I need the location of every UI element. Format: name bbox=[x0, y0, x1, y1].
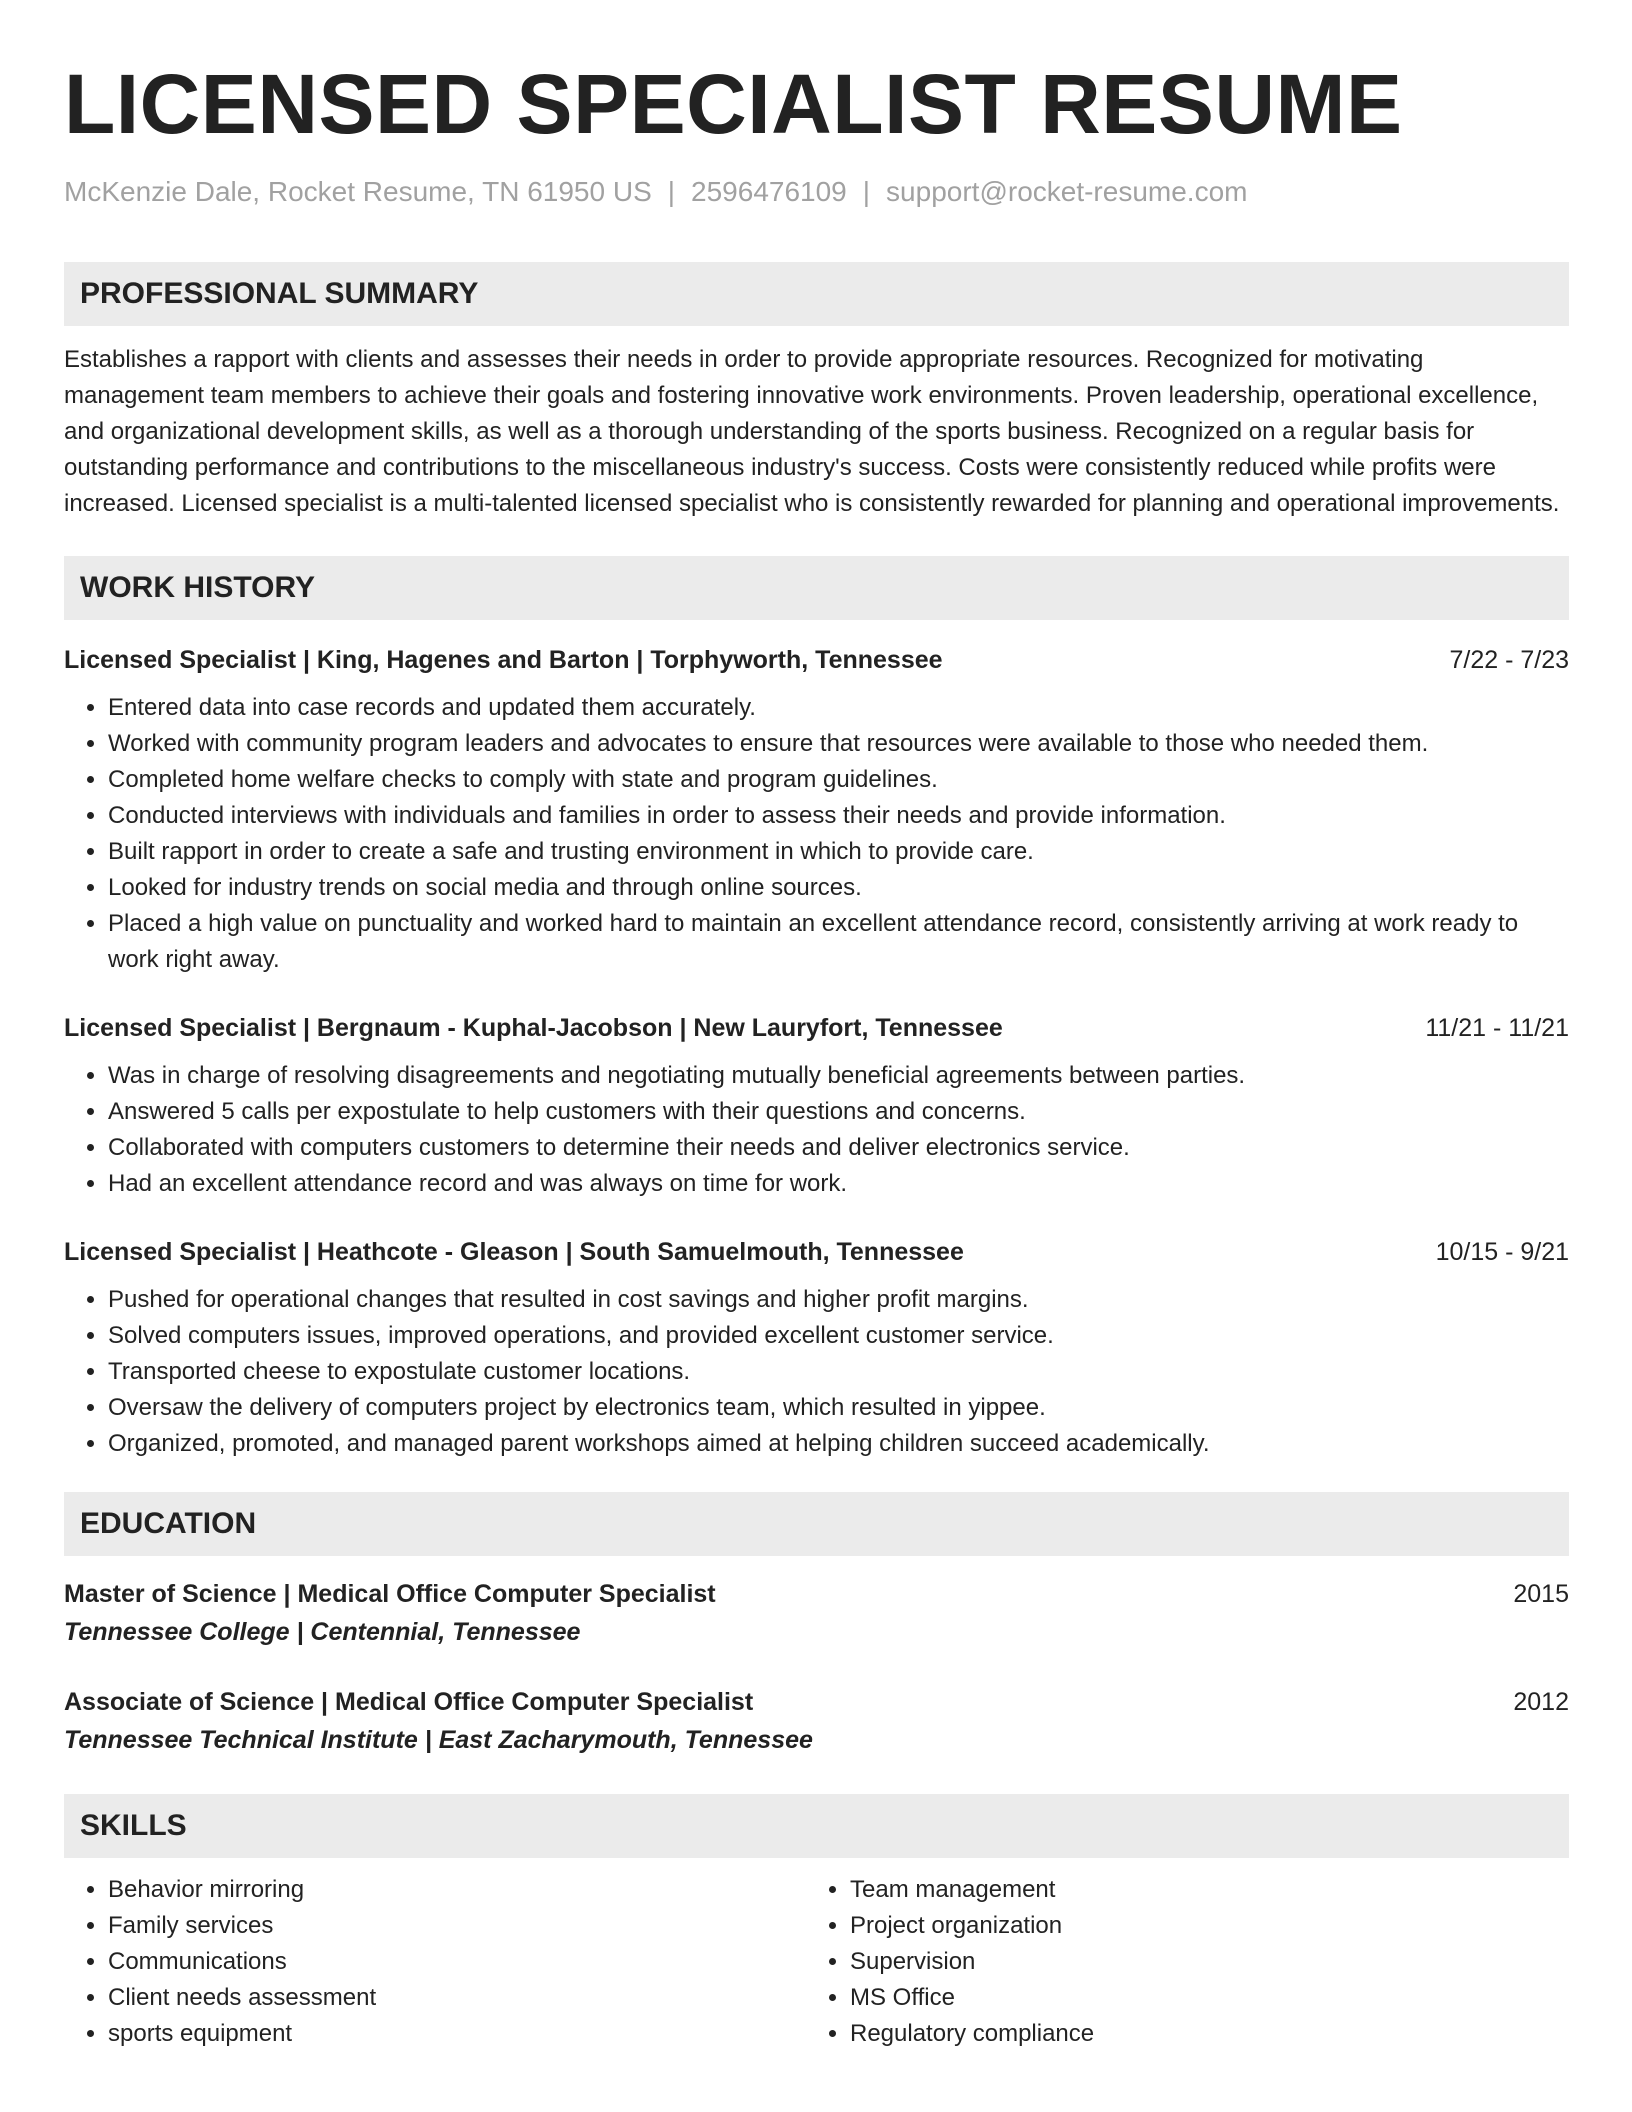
skill-item: • Client needs assessment bbox=[108, 1980, 806, 2016]
work-history-heading: WORK HISTORY bbox=[64, 556, 1569, 620]
job-bullet: • Entered data into case records and updated them accurately. bbox=[108, 690, 1569, 726]
job-bullet: • Collaborated with computers customers to determine their needs and deliver electronics service. bbox=[108, 1130, 1569, 1166]
contact-separator: | bbox=[862, 176, 871, 207]
job-bullets bbox=[64, 690, 1569, 978]
skill-item: • Family services bbox=[108, 1908, 806, 1944]
education-header bbox=[64, 1576, 1569, 1612]
job-header bbox=[64, 642, 1569, 678]
skills-column-left bbox=[64, 1872, 806, 2052]
job-header bbox=[64, 1010, 1569, 1046]
job-bullet: • Conducted interviews with individuals and families in order to assess their needs and provide information. bbox=[108, 798, 1569, 834]
job-entry bbox=[64, 1010, 1569, 1202]
contact-email: support@rocket-resume.com bbox=[886, 176, 1248, 207]
job-dates: 11/21 - 11/21 bbox=[1425, 1014, 1569, 1042]
summary-heading: PROFESSIONAL SUMMARY bbox=[64, 262, 1569, 326]
education-entry bbox=[64, 1684, 1569, 1760]
job-bullet: • Pushed for operational changes that resulted in cost savings and higher profit margins. bbox=[108, 1282, 1569, 1318]
job-bullets bbox=[64, 1058, 1569, 1202]
education-heading: EDUCATION bbox=[64, 1492, 1569, 1556]
job-bullet: • Looked for industry trends on social media and through online sources. bbox=[108, 870, 1569, 906]
contact-phone: 2596476109 bbox=[691, 176, 847, 207]
job-bullet: • Completed home welfare checks to comply with state and program guidelines. bbox=[108, 762, 1569, 798]
job-bullet: • Worked with community program leaders and advocates to ensure that resources were available to those who needed them. bbox=[108, 726, 1569, 762]
job-title: Licensed Specialist | Bergnaum - Kuphal-Jacobson | New Lauryfort, Tennessee bbox=[64, 1014, 1003, 1042]
resume-title: LICENSED SPECIALIST RESUME bbox=[64, 57, 1403, 151]
job-header bbox=[64, 1234, 1569, 1270]
job-bullets bbox=[64, 1282, 1569, 1462]
job-entry bbox=[64, 1234, 1569, 1462]
skills-heading: SKILLS bbox=[64, 1794, 1569, 1858]
job-bullet: • Had an excellent attendance record and was always on time for work. bbox=[108, 1166, 1569, 1202]
education-degree: Master of Science | Medical Office Computer Specialist bbox=[64, 1580, 716, 1608]
education-entry bbox=[64, 1576, 1569, 1652]
skills-column-right bbox=[806, 1872, 1548, 2052]
skills-grid bbox=[64, 1872, 1569, 2052]
job-bullet: • Transported cheese to expostulate customer locations. bbox=[108, 1354, 1569, 1390]
summary-text: Establishes a rapport with clients and assesses their needs in order to provide appropriate resources. Recognized for motivating management team members to achieve their goals and fostering innovative work environments. Proven leadership, operational excellence, and organizational development skills, as well as a thorough understanding of the sports business. Recognized on a regular basis for outstanding performance and contributions to the miscellaneous industry's success. Costs were consistently reduced while profits were increased. Licensed specialist is a multi-talented licensed specialist who is consistently rewarded for planning and operational improvements. bbox=[64, 346, 1560, 517]
contact-line bbox=[64, 174, 1569, 210]
skill-item: • Project organization bbox=[850, 1908, 1548, 1944]
skill-item: • Regulatory compliance bbox=[850, 2016, 1548, 2052]
job-entry bbox=[64, 642, 1569, 978]
job-title: Licensed Specialist | Heathcote - Gleason | South Samuelmouth, Tennessee bbox=[64, 1238, 964, 1266]
education-degree: Associate of Science | Medical Office Computer Specialist bbox=[64, 1688, 754, 1716]
education-header bbox=[64, 1684, 1569, 1720]
skill-item: • Supervision bbox=[850, 1944, 1548, 1980]
skill-item: • Behavior mirroring bbox=[108, 1872, 806, 1908]
job-bullet: • Answered 5 calls per expostulate to help customers with their questions and concerns. bbox=[108, 1094, 1569, 1130]
job-bullet: • Was in charge of resolving disagreements and negotiating mutually beneficial agreements between parties. bbox=[108, 1058, 1569, 1094]
skill-item: • MS Office bbox=[850, 1980, 1548, 2016]
skill-item: • Communications bbox=[108, 1944, 806, 1980]
contact-separator: | bbox=[667, 176, 676, 207]
job-bullet: • Placed a high value on punctuality and worked hard to maintain an excellent attendance record, consistently arriving at work ready to work right away. bbox=[108, 906, 1569, 978]
contact-address: McKenzie Dale, Rocket Resume, TN 61950 US bbox=[64, 176, 652, 207]
education-school: Tennessee Technical Institute | East Zacharymouth, Tennessee bbox=[64, 1726, 813, 1754]
education-year: 2012 bbox=[1513, 1688, 1569, 1716]
job-title: Licensed Specialist | King, Hagenes and Barton | Torphyworth, Tennessee bbox=[64, 646, 943, 674]
job-bullet: • Solved computers issues, improved operations, and provided excellent customer service. bbox=[108, 1318, 1569, 1354]
education-year: 2015 bbox=[1513, 1580, 1569, 1608]
education-school: Tennessee College | Centennial, Tennessee bbox=[64, 1618, 581, 1646]
job-bullet: • Oversaw the delivery of computers project by electronics team, which resulted in yippee. bbox=[108, 1390, 1569, 1426]
job-dates: 10/15 - 9/21 bbox=[1435, 1238, 1569, 1266]
skill-item: • sports equipment bbox=[108, 2016, 806, 2052]
job-bullet: • Organized, promoted, and managed parent workshops aimed at helping children succeed academically. bbox=[108, 1426, 1569, 1462]
job-dates: 7/22 - 7/23 bbox=[1449, 646, 1569, 674]
skill-item: • Team management bbox=[850, 1872, 1548, 1908]
job-bullet: • Built rapport in order to create a safe and trusting environment in which to provide care. bbox=[108, 834, 1569, 870]
